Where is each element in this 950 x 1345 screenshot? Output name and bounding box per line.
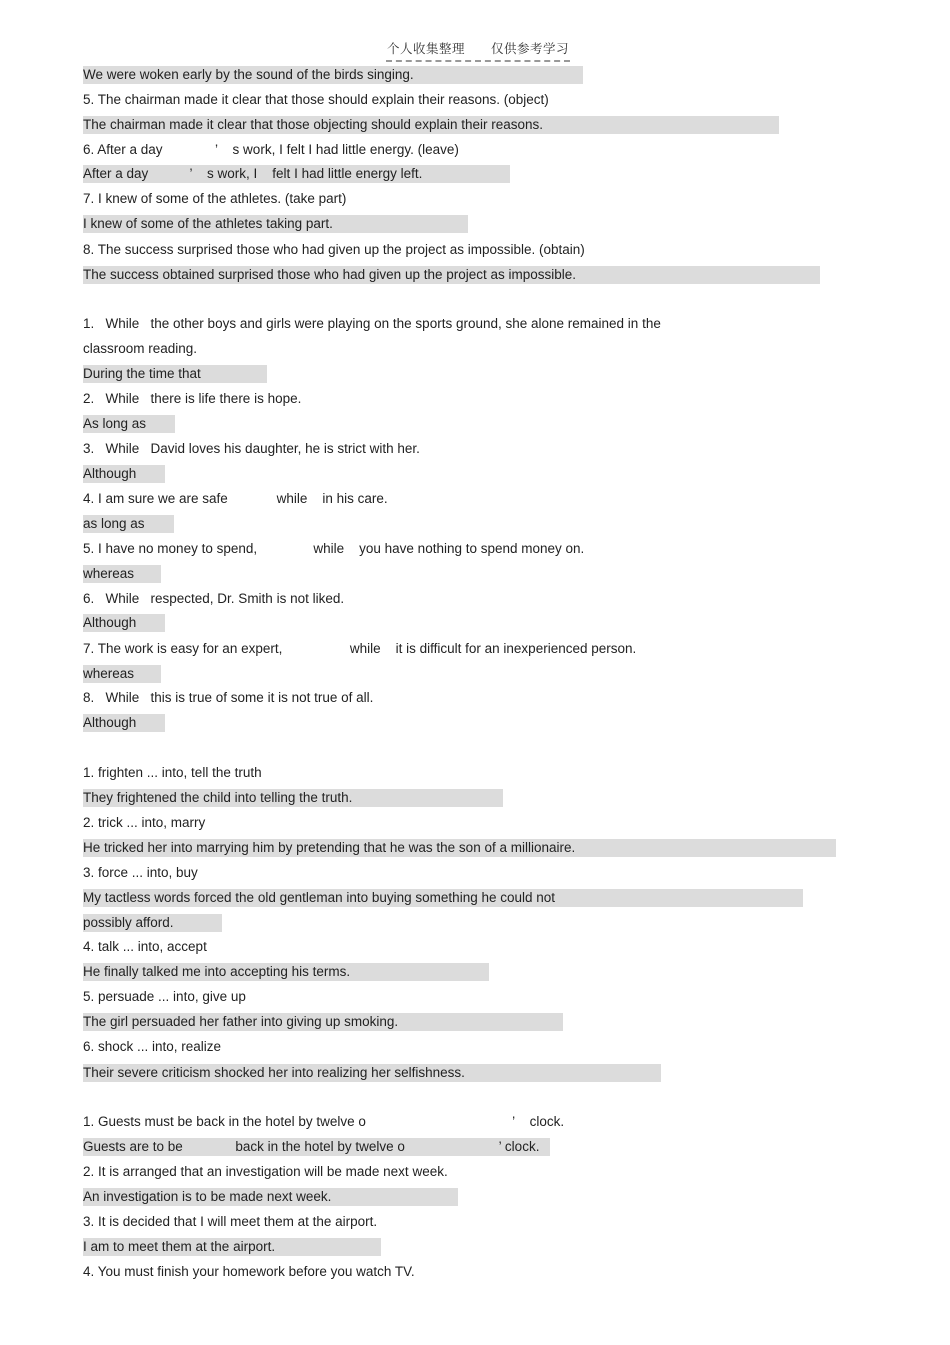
question-line: 2. trick ... into, marry xyxy=(83,815,206,830)
answer-line: whereas xyxy=(83,665,161,683)
question-line: 8. The success surprised those who had given up the project as impossible. (obtain) xyxy=(83,242,585,257)
question-line: 5. persuade ... into, give up xyxy=(83,989,246,1004)
question-line: 2. It is arranged that an investigation will be made next week. xyxy=(83,1164,448,1179)
question-line: 1. Guests must be back in the hotel by twelve o ’ clock. xyxy=(83,1114,565,1129)
answer-line: Although xyxy=(83,714,165,732)
question-line: 6. shock ... into, realize xyxy=(83,1039,222,1054)
page-header: 个人收集整理 仅供参考学习 xyxy=(386,40,570,62)
answer-line: They frightened the child into telling the truth. xyxy=(83,789,503,807)
answer-line: The girl persuaded her father into giving up smoking. xyxy=(83,1013,563,1031)
answer-line: I knew of some of the athletes taking part. xyxy=(83,215,468,233)
question-line: 1. frighten ... into, tell the truth xyxy=(83,765,262,780)
question-line: 5. The chairman made it clear that those should explain their reasons. (object) xyxy=(83,92,549,107)
answer-line: The success obtained surprised those who had given up the project as impossible. xyxy=(83,266,820,284)
question-line: 3. While David loves his daughter, he is strict with her. xyxy=(83,441,420,456)
answer-line: The chairman made it clear that those objecting should explain their reasons. xyxy=(83,116,779,134)
question-line: 7. I knew of some of the athletes. (take part) xyxy=(83,191,347,206)
answer-line: Guests are to be back in the hotel by twelve o ’ clock. xyxy=(83,1138,550,1156)
answer-line: Although xyxy=(83,465,165,483)
answer-line: I am to meet them at the airport. xyxy=(83,1238,381,1256)
question-line: classroom reading. xyxy=(83,341,198,356)
answer-line: During the time that xyxy=(83,365,267,383)
question-line: 8. While this is true of some it is not true of all. xyxy=(83,690,374,705)
answer-line: We were woken early by the sound of the birds singing. xyxy=(83,66,583,84)
question-line: 6. While respected, Dr. Smith is not liked. xyxy=(83,591,345,606)
answer-line: As long as xyxy=(83,415,175,433)
question-line: 6. After a day ’ s work, I felt I had little energy. (leave) xyxy=(83,142,459,157)
question-line: 2. While there is life there is hope. xyxy=(83,391,302,406)
question-line: 4. I am sure we are safe while in his care. xyxy=(83,491,388,506)
answer-line: After a day ’ s work, I felt I had little energy left. xyxy=(83,165,510,183)
answer-line: Their severe criticism shocked her into realizing her selfishness. xyxy=(83,1064,661,1082)
question-line: 3. force ... into, buy xyxy=(83,865,198,880)
answer-line: whereas xyxy=(83,565,161,583)
answer-line: He finally talked me into accepting his terms. xyxy=(83,963,489,981)
question-line: 7. The work is easy for an expert, while it is difficult for an inexperienced person. xyxy=(83,641,637,656)
question-line: 4. You must finish your homework before you watch TV. xyxy=(83,1264,415,1279)
question-line: 5. I have no money to spend, while you have nothing to spend money on. xyxy=(83,541,585,556)
question-line: 4. talk ... into, accept xyxy=(83,939,207,954)
answer-line: My tactless words forced the old gentleman into buying something he could not xyxy=(83,889,803,907)
answer-line: He tricked her into marrying him by pretending that he was the son of a millionaire. xyxy=(83,839,836,857)
question-line: 3. It is decided that I will meet them at the airport. xyxy=(83,1214,378,1229)
answer-line: An investigation is to be made next week. xyxy=(83,1188,458,1206)
question-line: 1. While the other boys and girls were playing on the sports ground, she alone remained in the xyxy=(83,316,661,331)
answer-line: Although xyxy=(83,614,165,632)
answer-line: possibly afford. xyxy=(83,914,222,932)
answer-line: as long as xyxy=(83,515,174,533)
